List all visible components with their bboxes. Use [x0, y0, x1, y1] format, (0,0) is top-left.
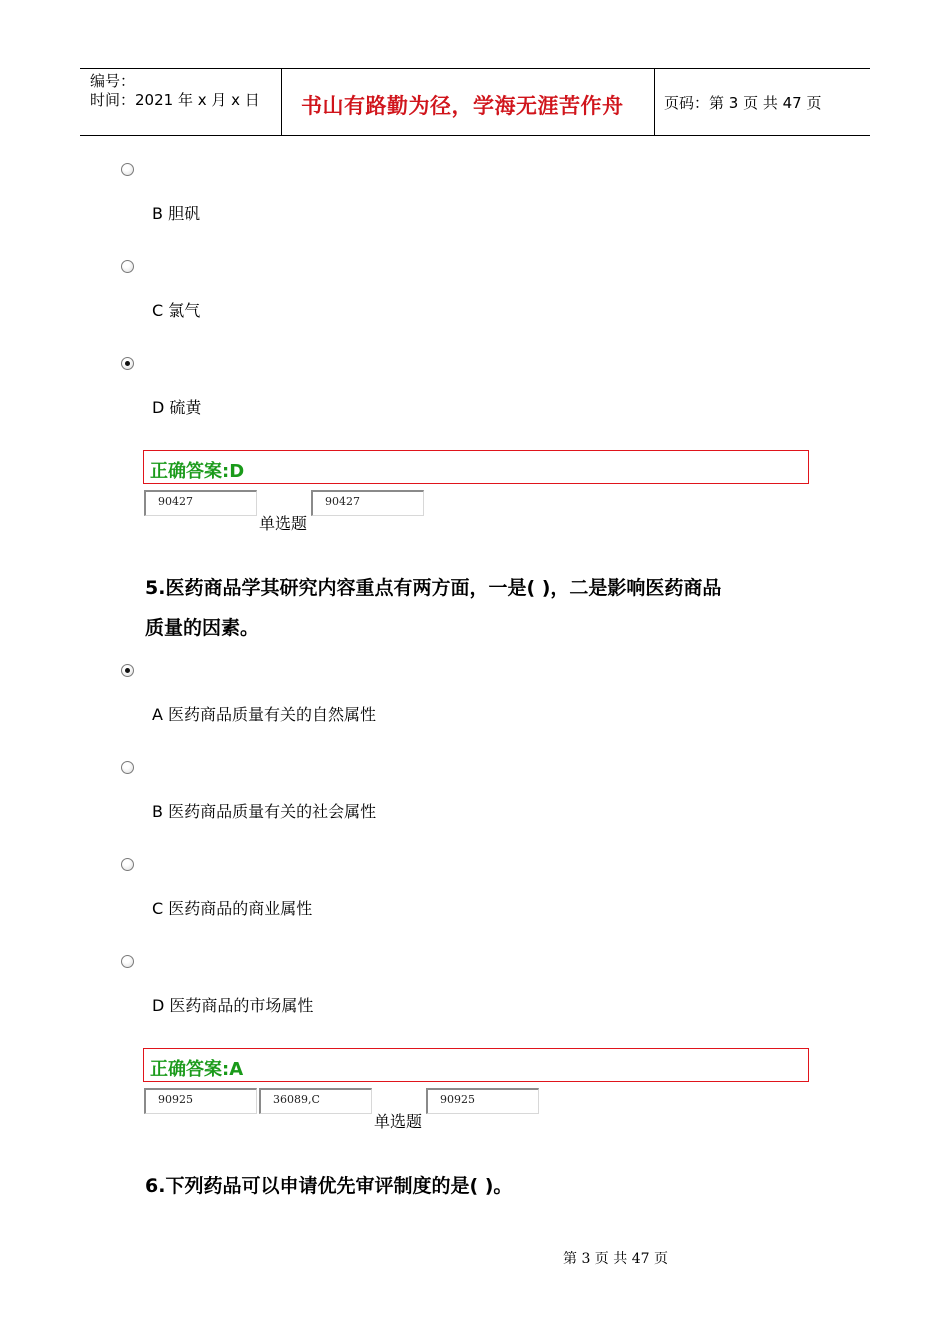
q5-option-c-radio[interactable]: [121, 858, 134, 871]
q4-answer-text: 正确答案:D: [150, 461, 245, 482]
q4-option-c-label: C 氯气: [152, 301, 201, 320]
header-time-label: 时间：2021 年 x 月 x 日: [90, 91, 260, 109]
q5-field-1[interactable]: 90925: [144, 1088, 257, 1114]
q4-question-type: 单选题: [259, 514, 308, 533]
header-top-border: [80, 68, 870, 69]
q5-answer-text: 正确答案:A: [150, 1059, 244, 1080]
q5-question-type: 单选题: [374, 1112, 423, 1131]
q4-option-b-radio[interactable]: [121, 163, 134, 176]
q5-option-c-label: C 医药商品的商业属性: [152, 899, 313, 918]
q6-question-text: 6.下列药品可以申请优先审评制度的是( )。: [145, 1175, 513, 1197]
q4-field-1[interactable]: 90427: [144, 490, 257, 516]
q4-option-b-label: B 胆矾: [152, 204, 201, 223]
q5-field-2[interactable]: 36089,C: [259, 1088, 372, 1114]
q5-question-text: [145, 568, 795, 648]
q4-answer-box: [143, 450, 809, 484]
q5-option-d-label: D 医药商品的市场属性: [152, 996, 314, 1015]
header-divider-2: [654, 68, 655, 136]
q4-option-c-radio[interactable]: [121, 260, 134, 273]
q5-question-line-1: 5.医药商品学其研究内容重点有两方面，一是( )，二是影响医药商品: [145, 577, 722, 599]
q5-field-3[interactable]: 90925: [426, 1088, 539, 1114]
q5-option-b-label: B 医药商品质量有关的社会属性: [152, 802, 377, 821]
q4-option-d-label: D 硫黄: [152, 398, 202, 417]
header-code-label: 编号：: [90, 72, 136, 90]
header-bottom-border: [80, 135, 870, 136]
header-motto: 书山有路勤为径，学海无涯苦作舟: [301, 94, 624, 118]
q4-field-2[interactable]: 90427: [311, 490, 424, 516]
q5-option-d-radio[interactable]: [121, 955, 134, 968]
q5-option-a-label: A 医药商品质量有关的自然属性: [152, 705, 377, 724]
header-divider-1: [281, 68, 282, 136]
q5-question-line-2: 质量的因素。: [145, 617, 260, 639]
q5-option-a-radio[interactable]: [121, 664, 134, 677]
q4-option-d-radio[interactable]: [121, 357, 134, 370]
header-page-label: 页码：第 3 页 共 47 页: [664, 94, 822, 112]
footer-page-number: 第 3 页 共 47 页: [563, 1251, 668, 1267]
q5-answer-box: [143, 1048, 809, 1082]
q5-option-b-radio[interactable]: [121, 761, 134, 774]
